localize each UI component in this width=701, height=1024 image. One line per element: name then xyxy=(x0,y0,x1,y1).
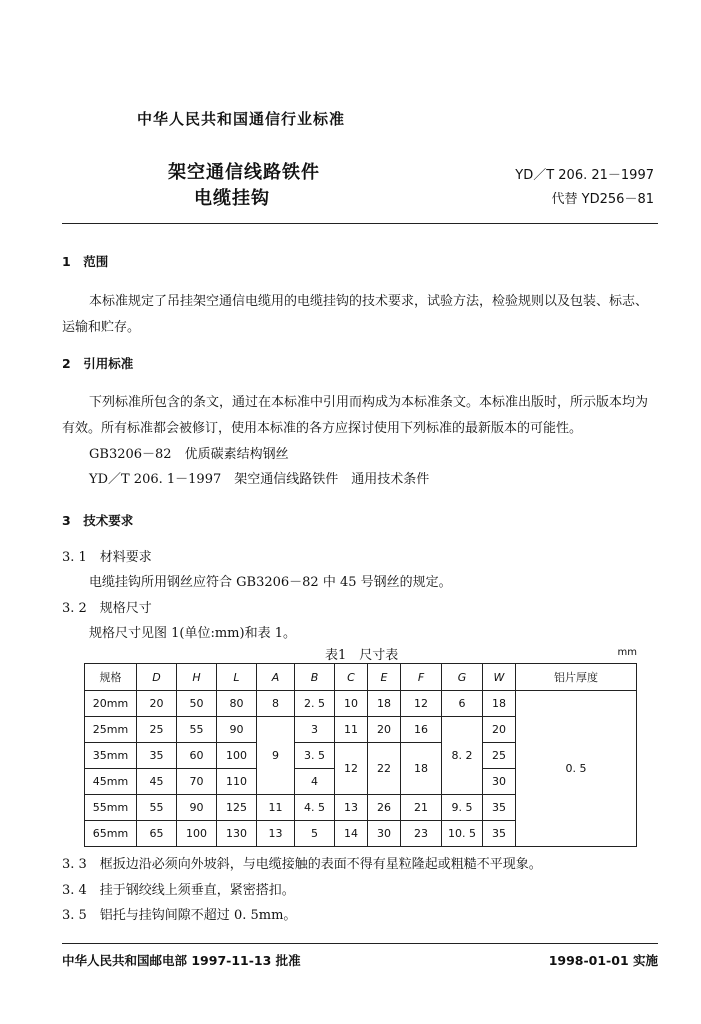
section-1-title: 1 范围 xyxy=(62,254,109,269)
cell-spec: 45mm xyxy=(85,769,137,795)
cell-b: 3. 5 xyxy=(295,743,335,769)
cell-b: 5 xyxy=(295,821,335,847)
cell-b: 4. 5 xyxy=(295,795,335,821)
cell-aluminum-thickness: 0. 5 xyxy=(516,691,637,847)
section-3-1-body: 电缆挂钩所用钢丝应符合 GB3206－82 中 45 号钢丝的规定。 xyxy=(89,575,452,590)
section-3-2-body: 规格尺寸见图 1(单位:mm)和表 1。 xyxy=(89,626,296,641)
reference-yd-t-206-1: YD／T 206. 1－1997 架空通信线路铁件 通用技术条件 xyxy=(89,472,430,487)
table-unit: mm xyxy=(617,647,637,658)
cell-h: 100 xyxy=(177,821,217,847)
cell-h: 70 xyxy=(177,769,217,795)
header-d: D xyxy=(137,664,177,691)
cell-e-merged: 22 xyxy=(368,743,401,795)
cell-c: 13 xyxy=(335,795,368,821)
cell-h: 50 xyxy=(177,691,217,717)
cell-f-merged: 18 xyxy=(401,743,442,795)
cell-f: 21 xyxy=(401,795,442,821)
table-row xyxy=(85,691,637,717)
header-spec: 规格 xyxy=(85,664,137,691)
cell-b: 4 xyxy=(295,769,335,795)
section-3-5: 3. 5 铝托与挂钩间隙不超过 0. 5mm。 xyxy=(62,908,297,923)
header-g: G xyxy=(442,664,483,691)
cell-e: 30 xyxy=(368,821,401,847)
cell-d: 45 xyxy=(137,769,177,795)
issuing-organization: 中华人民共和国通信行业标准 xyxy=(137,110,346,128)
section-3-title: 3 技术要求 xyxy=(62,513,134,528)
cell-d: 25 xyxy=(137,717,177,743)
cell-w: 20 xyxy=(483,717,516,743)
cell-h: 90 xyxy=(177,795,217,821)
cell-e: 20 xyxy=(368,717,401,743)
dimension-table xyxy=(84,663,637,847)
cell-f: 12 xyxy=(401,691,442,717)
cell-a: 13 xyxy=(257,821,295,847)
section-3-2-title: 3. 2 规格尺寸 xyxy=(62,601,152,616)
cell-l: 100 xyxy=(217,743,257,769)
cell-g-merged: 8. 2 xyxy=(442,717,483,795)
cell-d: 55 xyxy=(137,795,177,821)
cell-b: 3 xyxy=(295,717,335,743)
section-3-3: 3. 3 框扳边沿必须向外坡斜，与电缆接触的表面不得有星粒隆起或粗糙不平现象。 xyxy=(62,857,542,872)
cell-l: 80 xyxy=(217,691,257,717)
table-caption: 表1 尺寸表 xyxy=(325,648,399,663)
cell-w: 18 xyxy=(483,691,516,717)
cell-d: 35 xyxy=(137,743,177,769)
cell-spec: 20mm xyxy=(85,691,137,717)
header-aluminum-thickness: 铝片厚度 xyxy=(516,664,637,691)
cell-c: 10 xyxy=(335,691,368,717)
header-f: F xyxy=(401,664,442,691)
cell-spec: 25mm xyxy=(85,717,137,743)
reference-gb3206: GB3206－82 优质碳素结构钢丝 xyxy=(89,447,289,462)
section-3-1-title: 3. 1 材料要求 xyxy=(62,550,152,565)
cell-spec: 55mm xyxy=(85,795,137,821)
footer-divider xyxy=(62,943,658,944)
cell-e: 26 xyxy=(368,795,401,821)
cell-w: 35 xyxy=(483,795,516,821)
header-a: A xyxy=(257,664,295,691)
cell-w: 25 xyxy=(483,743,516,769)
section-1-body-line2: 运输和贮存。 xyxy=(62,320,141,335)
cell-w: 30 xyxy=(483,769,516,795)
document-title-line1: 架空通信线路铁件 xyxy=(168,162,320,183)
cell-a-merged: 9 xyxy=(257,717,295,795)
section-1-body-line1: 本标准规定了吊挂架空通信电缆用的电缆挂钩的技术要求，试验方法，检验规则以及包装、标志、 xyxy=(89,294,649,309)
cell-f: 16 xyxy=(401,717,442,743)
replaces-standard: 代替 YD256－81 xyxy=(551,192,654,207)
approval-statement: 中华人民共和国邮电部 1997-11-13 批准 xyxy=(62,953,301,968)
section-2-body-line2: 有效。所有标准都会被修订，使用本标准的各方应探讨使用下列标准的最新版本的可能性。 xyxy=(62,421,583,436)
cell-l: 110 xyxy=(217,769,257,795)
cell-c: 14 xyxy=(335,821,368,847)
effective-date: 1998-01-01 实施 xyxy=(548,953,658,968)
document-title-line2: 电缆挂钩 xyxy=(194,188,270,209)
header-divider xyxy=(62,223,658,224)
header-w: W xyxy=(483,664,516,691)
cell-e: 18 xyxy=(368,691,401,717)
cell-f: 23 xyxy=(401,821,442,847)
cell-d: 20 xyxy=(137,691,177,717)
header-h: H xyxy=(177,664,217,691)
table-header-row xyxy=(85,664,637,691)
cell-l: 125 xyxy=(217,795,257,821)
cell-c: 11 xyxy=(335,717,368,743)
cell-spec: 35mm xyxy=(85,743,137,769)
cell-w: 35 xyxy=(483,821,516,847)
cell-a: 11 xyxy=(257,795,295,821)
header-b: B xyxy=(295,664,335,691)
cell-l: 90 xyxy=(217,717,257,743)
header-c: C xyxy=(335,664,368,691)
cell-h: 55 xyxy=(177,717,217,743)
cell-g: 9. 5 xyxy=(442,795,483,821)
cell-l: 130 xyxy=(217,821,257,847)
cell-spec: 65mm xyxy=(85,821,137,847)
header-l: L xyxy=(217,664,257,691)
cell-b: 2. 5 xyxy=(295,691,335,717)
section-2-title: 2 引用标准 xyxy=(62,356,134,371)
cell-c-merged: 12 xyxy=(335,743,368,795)
section-3-4: 3. 4 挂于钢绞线上须垂直，紧密搭扣。 xyxy=(62,883,295,898)
cell-d: 65 xyxy=(137,821,177,847)
cell-g: 6 xyxy=(442,691,483,717)
cell-a: 8 xyxy=(257,691,295,717)
standard-number: YD／T 206. 21－1997 xyxy=(515,168,654,183)
header-e: E xyxy=(368,664,401,691)
cell-h: 60 xyxy=(177,743,217,769)
section-2-body-line1: 下列标准所包含的条文，通过在本标准中引用而构成为本标准条文。本标准出版时，所示版本均为 xyxy=(89,395,649,410)
cell-g: 10. 5 xyxy=(442,821,483,847)
